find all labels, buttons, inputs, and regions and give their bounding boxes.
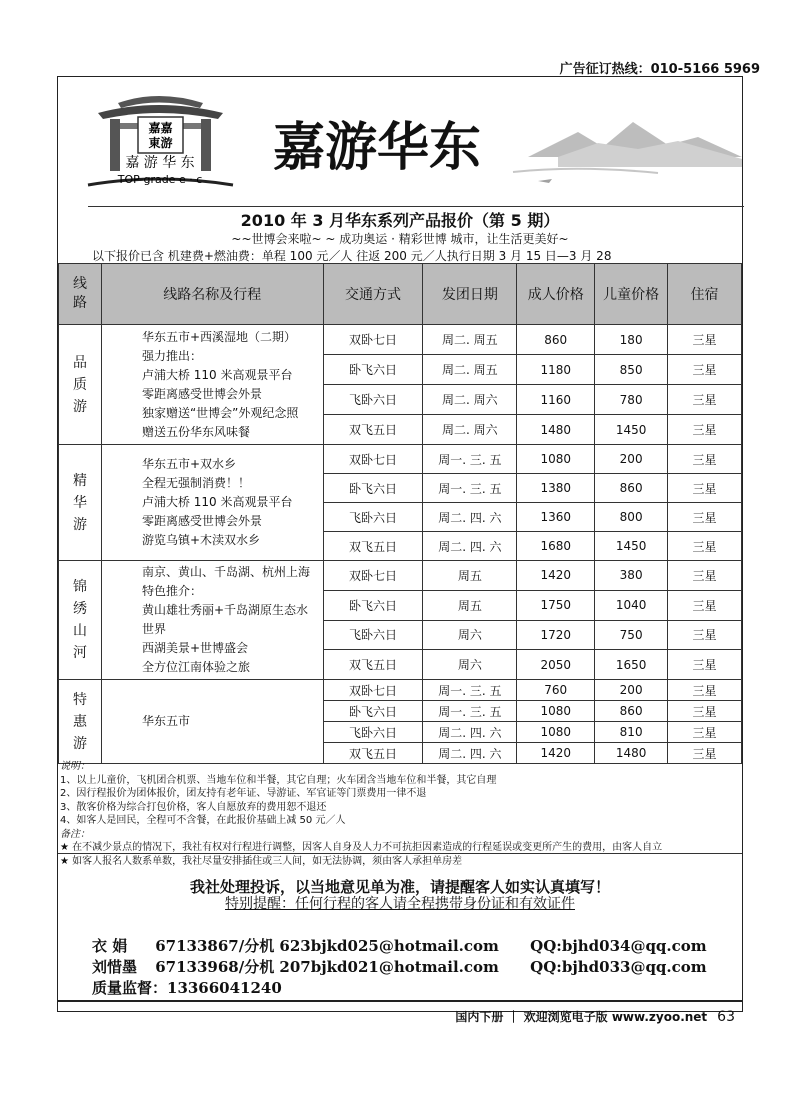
price-note: 以下报价已含 机建费+燃油费：单程 100 元／人 往返 200 元／人执行日期 3 月 15 日—3 月 28 — [92, 249, 612, 263]
child-price-cell: 1650 — [595, 650, 668, 680]
lodging-cell: 三星 — [668, 722, 742, 743]
header-itinerary: 线路名称及行程 — [101, 264, 323, 325]
lodging-cell: 三星 — [668, 532, 742, 561]
table-row — [59, 680, 742, 701]
itinerary-line: 华东五市+西溪湿地（二期） — [141, 329, 296, 344]
departure-cell: 周二. 周六 — [423, 385, 517, 415]
logo-sign-bottom: 東游 — [148, 136, 173, 150]
contact-phone-email: 67133867/分机 623bjkd025@hotmail.com — [155, 937, 499, 955]
itinerary-line: 南京、黄山、千岛湖、杭州上海 — [141, 565, 310, 579]
itinerary-line: 零距离感受世博会外景 — [141, 514, 262, 528]
child-price-cell: 200 — [595, 445, 668, 474]
itinerary-line: 华东五市 — [141, 714, 190, 728]
category-char: 山 — [72, 623, 87, 639]
adult-price-cell: 1080 — [517, 722, 595, 743]
notes-divider — [58, 853, 742, 854]
route-category — [59, 561, 102, 680]
departure-cell: 周一. 三. 五 — [423, 474, 517, 503]
itinerary-description — [101, 561, 323, 680]
adult-price-cell: 1480 — [517, 415, 595, 445]
category-char: 游 — [72, 398, 87, 415]
lodging-cell: 三星 — [668, 355, 742, 385]
itinerary-description — [101, 680, 323, 764]
itinerary-line: 赠送五份华东风味餐 — [141, 424, 250, 439]
category-char: 河 — [72, 645, 87, 661]
departure-cell: 周二. 周五 — [423, 355, 517, 385]
adult-price-cell: 760 — [517, 680, 595, 701]
brand-calligraphy: 嘉游华东 — [273, 117, 482, 178]
category-char: 游 — [72, 516, 87, 533]
itinerary-line: 黄山雄壮秀丽+千岛湖原生态水世界 — [141, 603, 308, 636]
contact-name: 衣 娟 — [92, 937, 128, 955]
child-price-cell: 800 — [595, 503, 668, 532]
category-char: 质 — [72, 376, 87, 393]
lodging-cell: 三星 — [668, 385, 742, 415]
child-price-cell: 750 — [595, 620, 668, 650]
itinerary-line: 西湖美景+世博盛会 — [141, 641, 248, 655]
child-price-cell: 810 — [595, 722, 668, 743]
adult-price-cell: 1180 — [517, 355, 595, 385]
departure-cell: 周二. 周五 — [423, 325, 517, 355]
transport-cell: 双飞五日 — [323, 743, 423, 764]
child-price-cell: 180 — [595, 325, 668, 355]
child-price-cell: 850 — [595, 355, 668, 385]
departure-cell: 周六 — [423, 650, 517, 680]
slogan: ~~世博会来啦~ ~ 成功奥运 · 精彩世博 城市，让生活更美好~ — [231, 232, 569, 246]
note-item: 2、因行程报价为团体报价，团友持有老年证、导游证、军官证等门票费用一律不退 — [60, 788, 427, 799]
category-char: 特 — [72, 691, 87, 708]
remark-item: ★ 在不减少景点的情况下，我社有权对行程进行调整，因客人自身及人力不可抗拒因素造成的行程延误或变更所产生的费用，由客人自立 — [60, 842, 663, 853]
header-transport: 交通方式 — [323, 264, 423, 325]
category-char: 游 — [72, 735, 87, 752]
notes-label: 说明： — [60, 761, 90, 772]
transport-cell: 双卧七日 — [323, 445, 423, 474]
transport-cell: 双飞五日 — [323, 650, 423, 680]
reminder-text: 任何行程的客人请全程携带身份证和有效证件 — [295, 896, 575, 912]
child-price-cell: 1450 — [595, 415, 668, 445]
adult-price-cell: 1680 — [517, 532, 595, 561]
header-artwork — [58, 77, 742, 205]
adult-price-cell: 1160 — [517, 385, 595, 415]
header-banner — [58, 77, 742, 205]
departure-cell: 周六 — [423, 620, 517, 650]
special-reminder — [0, 893, 800, 913]
departure-cell: 周二. 四. 六 — [423, 722, 517, 743]
transport-cell: 飞卧六日 — [323, 620, 423, 650]
note-item: 3、散客价格为综合打包价格，客人自愿放弃的费用恕不退还 — [60, 801, 327, 813]
table-body — [59, 325, 742, 764]
category-char: 锦 — [72, 579, 87, 595]
ad-hotline: 广告征订热线：010-5166 5969 — [559, 62, 760, 77]
transport-cell: 双飞五日 — [323, 415, 423, 445]
lodging-cell: 三星 — [668, 561, 742, 591]
transport-cell: 飞卧六日 — [323, 385, 423, 415]
price-table — [58, 263, 742, 764]
contact-qq: QQ:bjhd034@qq.com — [530, 937, 707, 955]
table-row — [59, 445, 742, 474]
itinerary-line: 游览乌镇+木渎双水乡 — [141, 533, 260, 547]
itinerary-line: 全程无强制消费！！ — [141, 476, 250, 490]
transport-cell: 双飞五日 — [323, 532, 423, 561]
header-divider — [88, 206, 744, 207]
header-lodging: 住宿 — [668, 264, 742, 325]
departure-cell: 周五 — [423, 561, 517, 591]
child-price-cell: 200 — [595, 680, 668, 701]
transport-cell: 卧飞六日 — [323, 474, 423, 503]
adult-price-cell: 1750 — [517, 590, 595, 620]
lodging-cell: 三星 — [668, 474, 742, 503]
remarks-label: 备注： — [60, 828, 90, 840]
lodging-cell: 三星 — [668, 590, 742, 620]
adult-price-cell: 1080 — [517, 701, 595, 722]
transport-cell: 飞卧六日 — [323, 722, 423, 743]
table-row — [59, 561, 742, 591]
category-char: 绣 — [72, 601, 87, 617]
transport-cell: 双卧七日 — [323, 680, 423, 701]
quality-supervision: 质量监督：13366041240 — [92, 979, 282, 997]
table-header-row — [59, 264, 742, 325]
page-title: 2010 年 3 月华东系列产品报价（第 5 期） — [240, 211, 560, 230]
itinerary-line: 卢浦大桥 110 米高观景平台 — [141, 495, 293, 509]
lodging-cell: 三星 — [668, 743, 742, 764]
route-category — [59, 680, 102, 764]
complaint-notice: 我社处理投诉，以当地意见单为准，请提醒客人如实认真填写！ — [189, 878, 610, 896]
footer-divider — [57, 1000, 743, 1002]
remark-item: ★ 如客人报名人数系单数，我社尽量安排插住或三人间，如无法协调，须由客人承担单房差 — [60, 855, 463, 867]
footer-text: 国内下册 ｜ 欢迎浏览电子版 www.zyoo.net — [455, 1010, 708, 1024]
lodging-cell: 三星 — [668, 445, 742, 474]
adult-price-cell: 860 — [517, 325, 595, 355]
lodging-cell: 三星 — [668, 415, 742, 445]
child-price-cell: 860 — [595, 474, 668, 503]
lodging-cell: 三星 — [668, 650, 742, 680]
itinerary-description — [101, 325, 323, 445]
header-child-price: 儿童价格 — [595, 264, 668, 325]
child-price-cell: 380 — [595, 561, 668, 591]
adult-price-cell: 1080 — [517, 445, 595, 474]
header-route: 线 路 — [59, 264, 102, 325]
contact-name: 刘惜墨 — [92, 958, 138, 976]
child-price-cell: 860 — [595, 701, 668, 722]
note-item: 4、如客人是回民，全程可不含餐，在此报价基础上减 50 元／人 — [60, 815, 346, 826]
contact-phone-email: 67133968/分机 207bjkd021@hotmail.com — [155, 958, 499, 976]
category-char: 品 — [72, 354, 87, 371]
adult-price-cell: 2050 — [517, 650, 595, 680]
itinerary-line: 强力推出： — [141, 348, 202, 363]
departure-cell: 周二. 四. 六 — [423, 532, 517, 561]
itinerary-line: 独家赠送“世博会”外观纪念照 — [141, 405, 299, 420]
gate-logo — [88, 96, 233, 186]
lodging-cell: 三星 — [668, 680, 742, 701]
departure-cell: 周五 — [423, 590, 517, 620]
child-price-cell: 780 — [595, 385, 668, 415]
lodging-cell: 三星 — [668, 503, 742, 532]
footer — [455, 1008, 735, 1025]
adult-price-cell: 1380 — [517, 474, 595, 503]
route-category — [59, 445, 102, 561]
lodging-cell: 三星 — [668, 701, 742, 722]
note-item: 1、以上儿童价，飞机团合机票、当地车位和半餐，其它自理；火车团含当地车位和半餐，其它自理 — [60, 774, 497, 786]
page-number: 63 — [717, 1009, 735, 1025]
logo-subtitle: 嘉 游 华 东 — [125, 155, 195, 171]
itinerary-description — [101, 445, 323, 561]
ink-landscape — [513, 122, 742, 183]
logo-sign-top: 嘉嘉 — [148, 121, 173, 135]
itinerary-line: 华东五市+双水乡 — [141, 457, 236, 471]
contact-row — [92, 935, 707, 956]
itinerary-line: 零距离感受世博会外景 — [141, 386, 262, 401]
child-price-cell: 1480 — [595, 743, 668, 764]
itinerary-line: 特色推介： — [141, 584, 202, 598]
lodging-cell: 三星 — [668, 325, 742, 355]
transport-cell: 卧飞六日 — [323, 355, 423, 385]
child-price-cell: 1040 — [595, 590, 668, 620]
transport-cell: 卧飞六日 — [323, 701, 423, 722]
child-price-cell: 1450 — [595, 532, 668, 561]
lodging-cell: 三星 — [668, 620, 742, 650]
departure-cell: 周二. 周六 — [423, 415, 517, 445]
itinerary-line: 卢浦大桥 110 米高观景平台 — [141, 367, 293, 382]
itinerary-line: 全方位江南体验之旅 — [141, 660, 250, 674]
adult-price-cell: 1420 — [517, 743, 595, 764]
header-departure: 发团日期 — [423, 264, 517, 325]
header-adult-price: 成人价格 — [517, 264, 595, 325]
notes-section — [60, 760, 740, 868]
category-char: 惠 — [72, 713, 87, 730]
adult-price-cell: 1360 — [517, 503, 595, 532]
table-row — [59, 325, 742, 355]
departure-cell: 周二. 四. 六 — [423, 503, 517, 532]
category-char: 精 — [72, 472, 87, 489]
route-category — [59, 325, 102, 445]
transport-cell: 双卧七日 — [323, 325, 423, 355]
departure-cell: 周一. 三. 五 — [423, 445, 517, 474]
contact-row — [92, 956, 707, 977]
adult-price-cell: 1420 — [517, 561, 595, 591]
transport-cell: 飞卧六日 — [323, 503, 423, 532]
contact-qq: QQ:bjhd033@qq.com — [530, 958, 707, 976]
transport-cell: 双卧七日 — [323, 561, 423, 591]
logo-grade: TOP-grade e · c — [117, 173, 203, 186]
departure-cell: 周一. 三. 五 — [423, 680, 517, 701]
adult-price-cell: 1720 — [517, 620, 595, 650]
category-char: 华 — [72, 494, 87, 511]
departure-cell: 周一. 三. 五 — [423, 701, 517, 722]
reminder-label: 特别提醒： — [225, 896, 295, 912]
transport-cell: 卧飞六日 — [323, 590, 423, 620]
departure-cell: 周二. 四. 六 — [423, 743, 517, 764]
